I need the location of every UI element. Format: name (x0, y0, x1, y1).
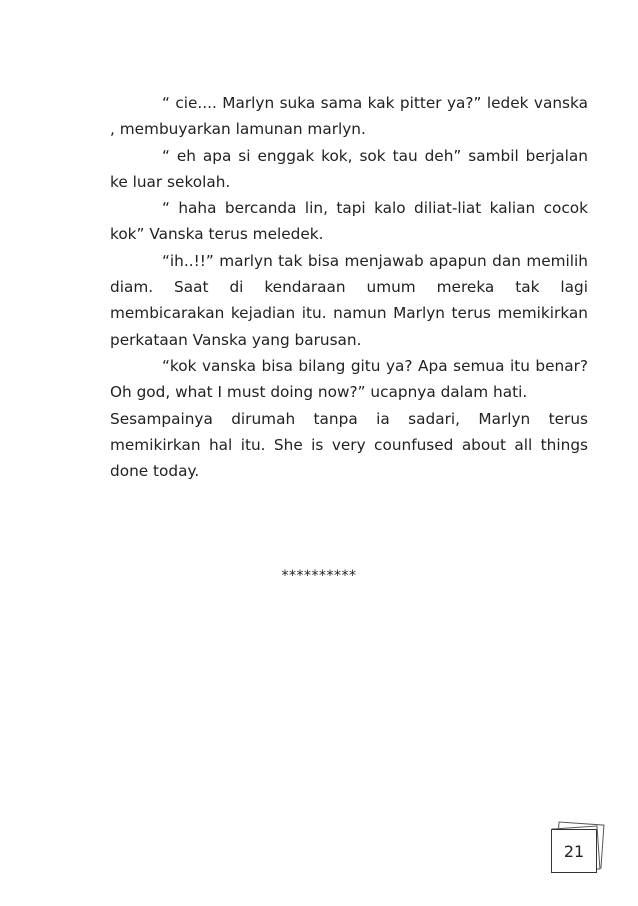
paragraph-3: “ haha bercanda lin, tapi kalo diliat-liat kalian cocok kok” Vanska terus meledek. (110, 199, 588, 244)
paragraph-2: “ eh apa si enggak kok, sok tau deh” sambil berjalan ke luar sekolah. (110, 146, 588, 191)
page-number: 21 (563, 841, 585, 861)
body-text (110, 90, 588, 484)
page-number-badge (549, 823, 601, 875)
paragraph-4: “ih..!!” marlyn tak bisa menjawab apapun dan memilih diam. Saat di kendaraan umum mereka tak lagi membicarakan kejadian itu. namun Marlyn terus memikirkan perkataan Vanska yang barusan. (110, 251, 588, 349)
paragraph-5: “kok vanska bisa bilang gitu ya? Apa semua itu benar? Oh god, what I must doing now?” ucapnya dalam hati. (110, 356, 588, 402)
paragraph-6: Sesampainya dirumah tanpa ia sadari, Marlyn terus memikirkan hal itu. She is very counfused about all things done today. (110, 409, 588, 481)
paragraph-1: “ cie.... Marlyn suka sama kak pitter ya?” ledek vanska , membuyarkan lamunan marlyn. (110, 94, 588, 139)
scene-separator: ********** (281, 568, 357, 584)
